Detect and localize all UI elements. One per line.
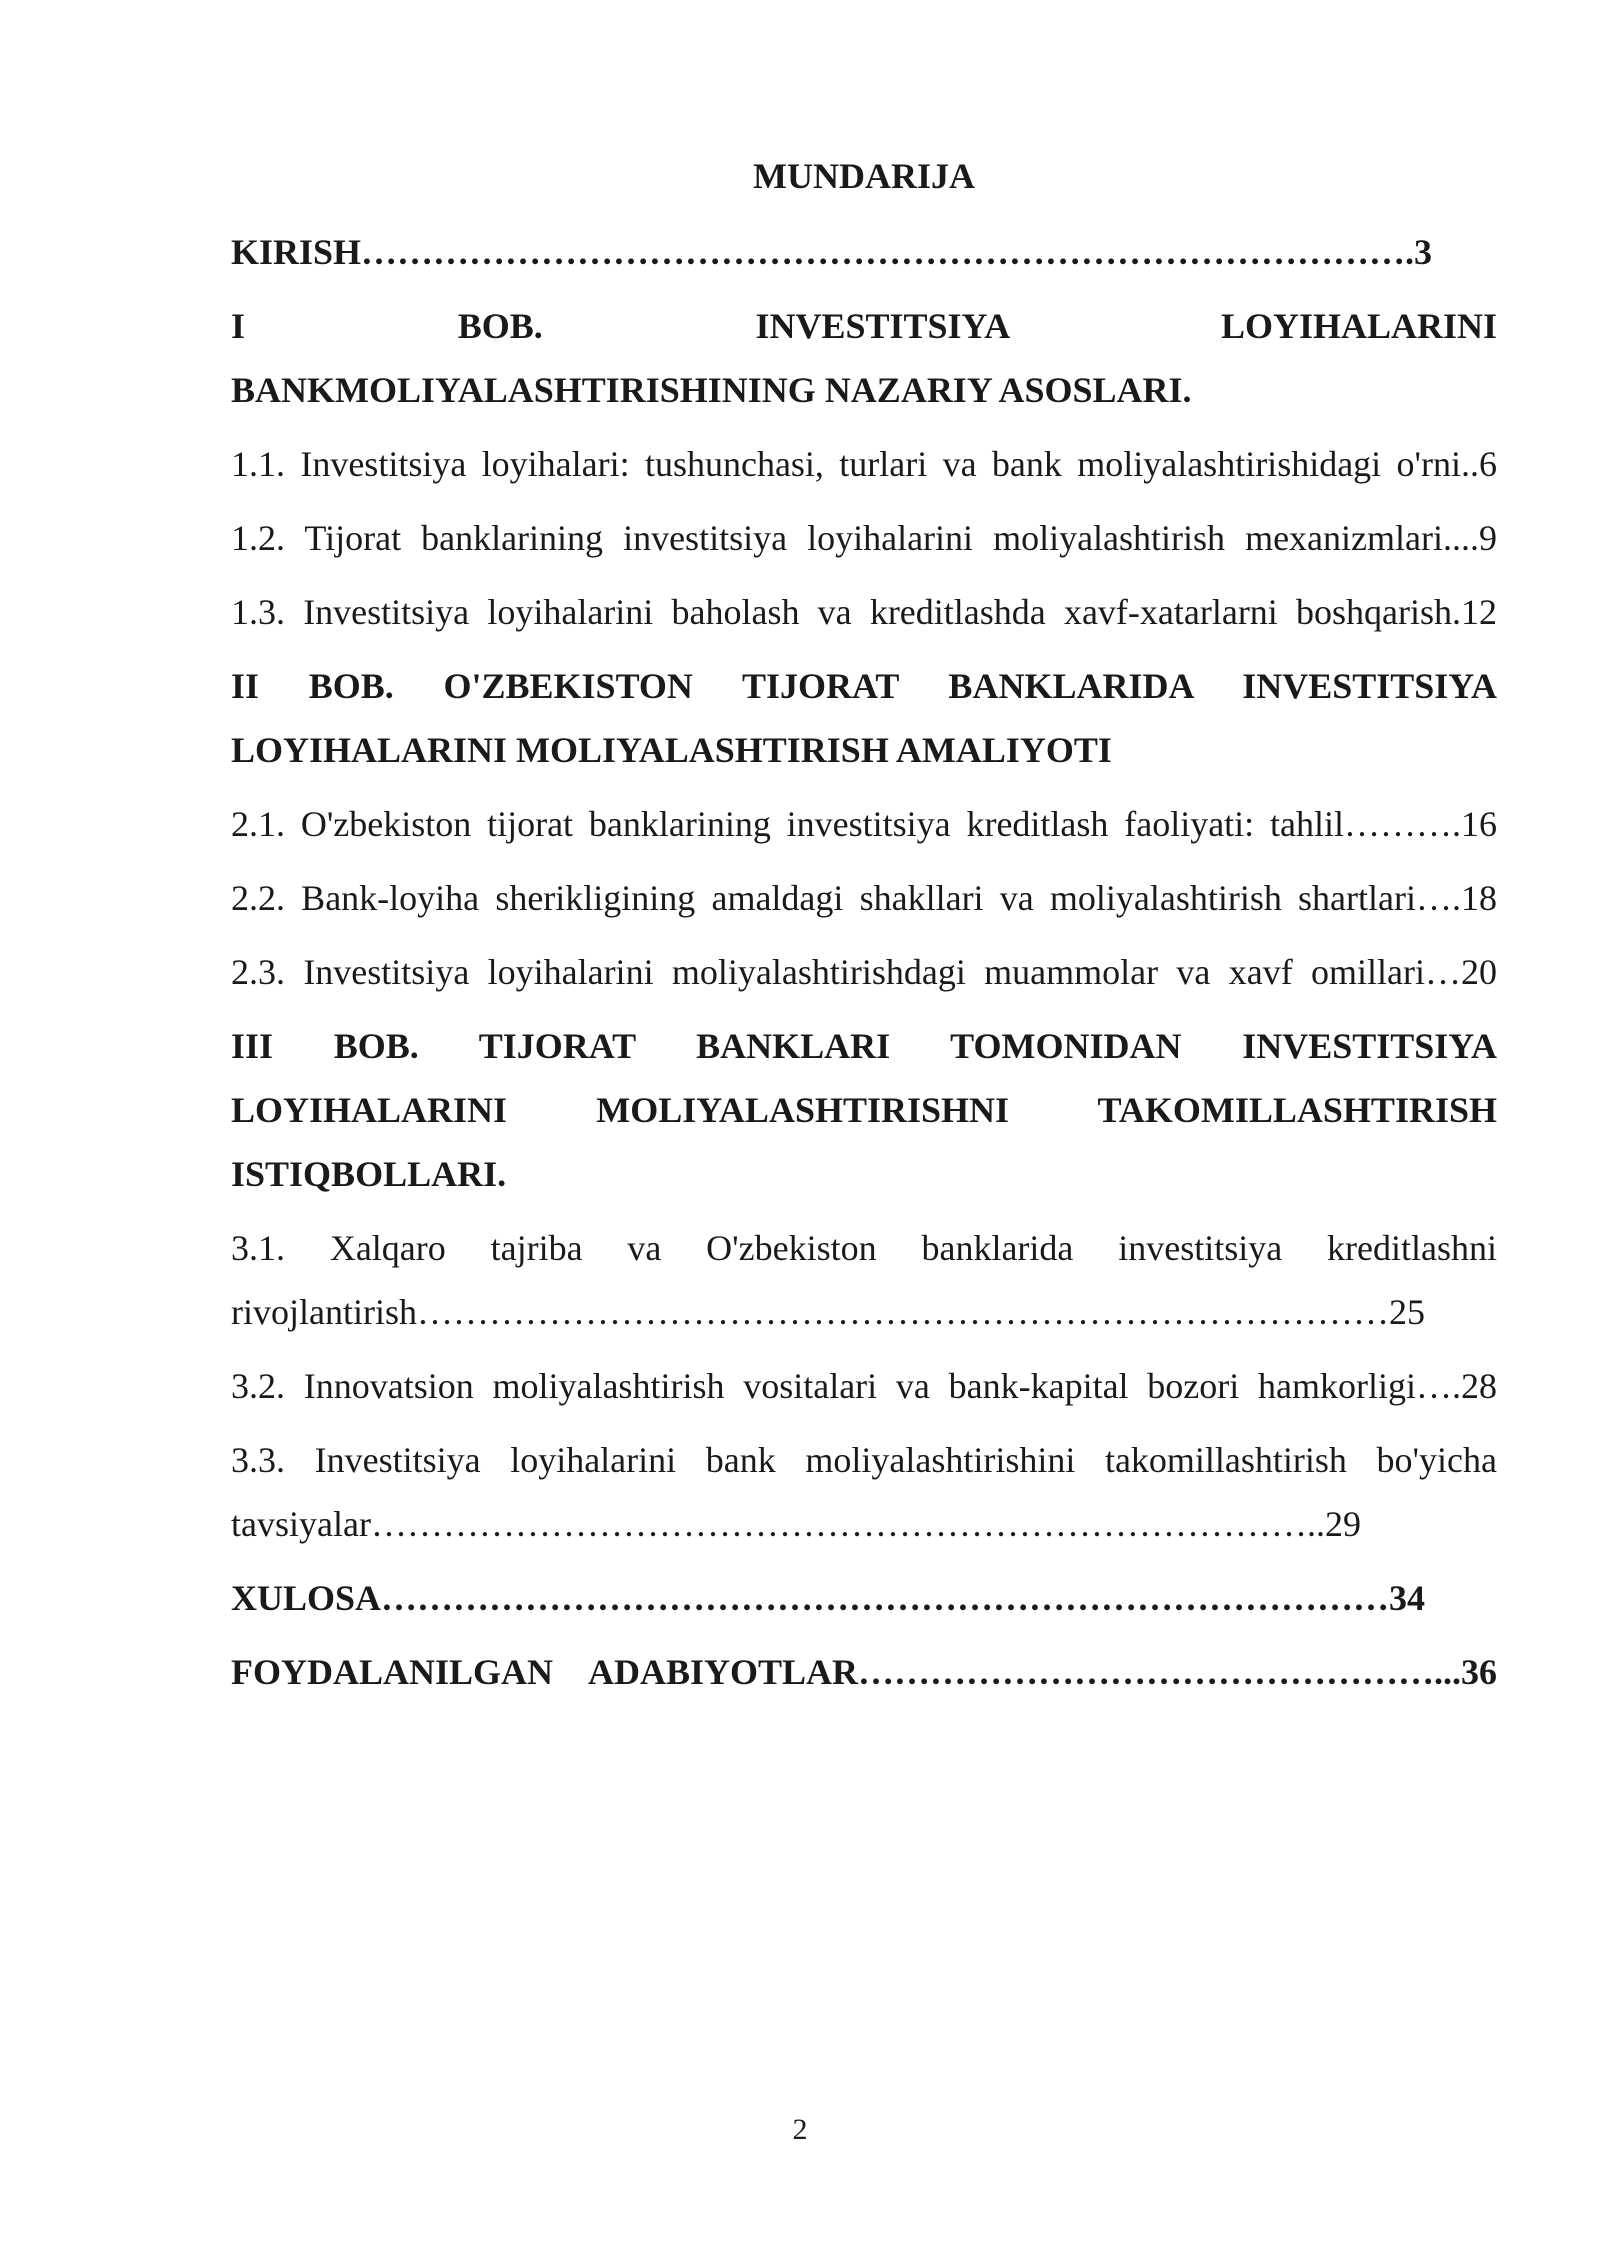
- toc-section-2-3: 2.3. Investitsiya loyihalarini moliyalashtirishdagi muammolar va xavf omillari…20: [231, 952, 1497, 992]
- toc-section-2-2: 2.2. Bank-loyiha sherikligining amaldagi shakllari va moliyalashtirish shartlari….18: [231, 878, 1497, 918]
- toc-chapter-1-line-2: BANKMOLIYALASHTIRISHINING NAZARIY ASOSLARI.: [231, 370, 1192, 410]
- toc-chapter-2-line-1: II BOB. O'ZBEKISTON TIJORAT BANKLARIDA INVESTITSIYA: [231, 666, 1497, 706]
- page-title: MUNDARIJA: [753, 156, 975, 196]
- toc-entry-adabiyotlar: FOYDALANILGAN ADABIYOTLAR…………………………………………...36: [231, 1652, 1497, 1692]
- toc-entry-kirish: KIRISH…………………………………………………………………………….3: [231, 232, 1433, 272]
- toc-section-3-2: 3.2. Innovatsion moliyalashtirish vositalari va bank-kapital bozori hamkorligi….28: [231, 1366, 1497, 1406]
- toc-section-2-1: 2.1. O'zbekiston tijorat banklarining investitsiya kreditlash faoliyati: tahlil……….16: [231, 804, 1497, 844]
- toc-section-1-3: 1.3. Investitsiya loyihalarini baholash va kreditlashda xavf-xatarlarni boshqarish.12: [231, 592, 1497, 632]
- toc-section-3-1-line-1: 3.1. Xalqaro tajriba va O'zbekiston banklarida investitsiya kreditlashni: [231, 1228, 1497, 1268]
- page-number: 2: [792, 2113, 808, 2146]
- toc-section-3-3-line-2: tavsiyalar……………………………………………………………………..29: [231, 1504, 1361, 1544]
- toc-chapter-1-line-1: I BOB. INVESTITSIYA LOYIHALARINI: [231, 306, 1497, 346]
- toc-section-1-2: 1.2. Tijorat banklarining investitsiya loyihalarini moliyalashtirish mexanizmlari....9: [231, 518, 1497, 558]
- toc-chapter-2-line-2: LOYIHALARINI MOLIYALASHTIRISH AMALIYOTI: [231, 730, 1112, 770]
- toc-chapter-3-line-3: ISTIQBOLLARI.: [231, 1154, 507, 1194]
- toc-chapter-3-line-1: III BOB. TIJORAT BANKLARI TOMONIDAN INVESTITSIYA: [231, 1026, 1497, 1066]
- toc-section-3-1-line-2: rivojlantirish………………………………………………………………………25: [231, 1292, 1425, 1332]
- toc-entry-xulosa: XULOSA…………………………………………………………………………34: [231, 1578, 1426, 1618]
- toc-section-3-3-line-1: 3.3. Investitsiya loyihalarini bank moliyalashtirishini takomillashtirish bo'yicha: [231, 1440, 1497, 1480]
- toc-section-1-1: 1.1. Investitsiya loyihalari: tushunchasi, turlari va bank moliyalashtirishidagi o'rni..6: [231, 444, 1497, 484]
- table-of-contents: [231, 150, 1497, 1714]
- toc-chapter-3-line-2: LOYIHALARINI MOLIYALASHTIRISHNI TAKOMILLASHTIRISH: [231, 1090, 1497, 1130]
